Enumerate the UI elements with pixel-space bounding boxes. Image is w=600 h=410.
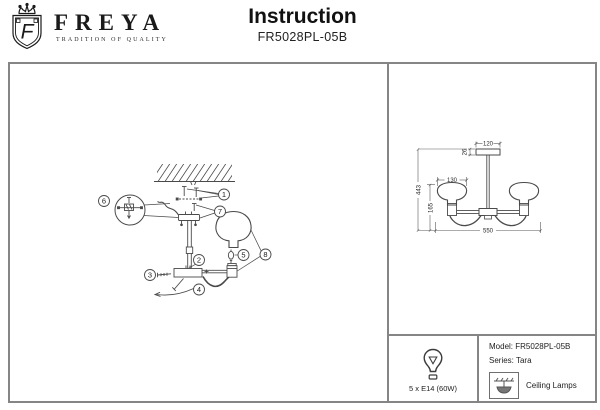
- svg-text:1: 1: [221, 190, 227, 200]
- bulb-spec-cell: [389, 336, 479, 403]
- svg-text:2: 2: [196, 255, 202, 265]
- freya-shield-icon: [6, 2, 48, 52]
- callout-8: [260, 249, 271, 260]
- hanging-rod: [186, 221, 192, 269]
- brand-tagline: TRADITION OF QUALITY: [56, 37, 168, 43]
- category-label: Ceiling Lamps: [526, 381, 577, 390]
- candle-bulb: [228, 250, 233, 263]
- callout-5: [238, 250, 249, 261]
- svg-text:7: 7: [217, 207, 223, 217]
- svg-text:8: 8: [263, 250, 268, 260]
- dimension-drawing: [389, 64, 595, 334]
- category-row: [489, 372, 591, 399]
- ceiling-hatch: [150, 162, 241, 185]
- brand-name: FREYA: [54, 10, 167, 35]
- callout-2: [194, 255, 205, 266]
- fixture-outline: [437, 149, 538, 226]
- callout-7: [215, 206, 226, 217]
- dim-shade-width: 130: [446, 178, 458, 185]
- assembly-diagram: [10, 64, 385, 401]
- assembly-panel: [10, 64, 389, 401]
- mounting-screws: [176, 187, 201, 212]
- lamp-arm: [202, 270, 230, 287]
- callout-6: [99, 196, 110, 207]
- svg-text:4: 4: [196, 285, 202, 295]
- arm-screw: [172, 279, 183, 291]
- ceiling-canopy: [179, 212, 200, 226]
- info-table: [389, 334, 595, 403]
- leader-lines-1: [187, 189, 219, 198]
- model-label: Model: FR5028PL-05B: [489, 342, 571, 351]
- page-title: Instruction: [248, 5, 357, 28]
- spec-panel: [389, 64, 595, 401]
- dim-total-width: 550: [482, 228, 494, 235]
- bulb-socket: [227, 264, 237, 278]
- dim-canopy-height: 26: [462, 148, 469, 156]
- svg-text:6: 6: [101, 196, 107, 206]
- svg-text:3: 3: [147, 270, 153, 280]
- dim-total-height: 443: [416, 184, 423, 196]
- model-spec-cell: [479, 336, 595, 403]
- svg-text:5: 5: [241, 250, 246, 260]
- dim-arm-height: 165: [428, 202, 435, 214]
- wiring-detail-callout: [115, 195, 179, 225]
- series-label: Series: Tara: [489, 356, 532, 365]
- dimension-area: [389, 64, 595, 334]
- freya-logo: [6, 2, 168, 52]
- hub-screw: [158, 273, 172, 277]
- shield-letter: F: [20, 20, 34, 44]
- content-frame: [8, 62, 597, 403]
- ceiling-lamp-icon: [489, 372, 519, 399]
- callout-4: [194, 284, 205, 295]
- dimension-labels: [416, 142, 493, 235]
- title-block: [200, 5, 405, 44]
- page-subtitle: FR5028PL-05B: [257, 30, 348, 45]
- callout-3: [145, 270, 156, 281]
- callout-1: [219, 189, 230, 200]
- bulb-icon: [420, 348, 446, 382]
- dim-canopy-width: 120: [482, 141, 494, 148]
- bulb-count-label: 5 x E14 (60W): [409, 384, 457, 393]
